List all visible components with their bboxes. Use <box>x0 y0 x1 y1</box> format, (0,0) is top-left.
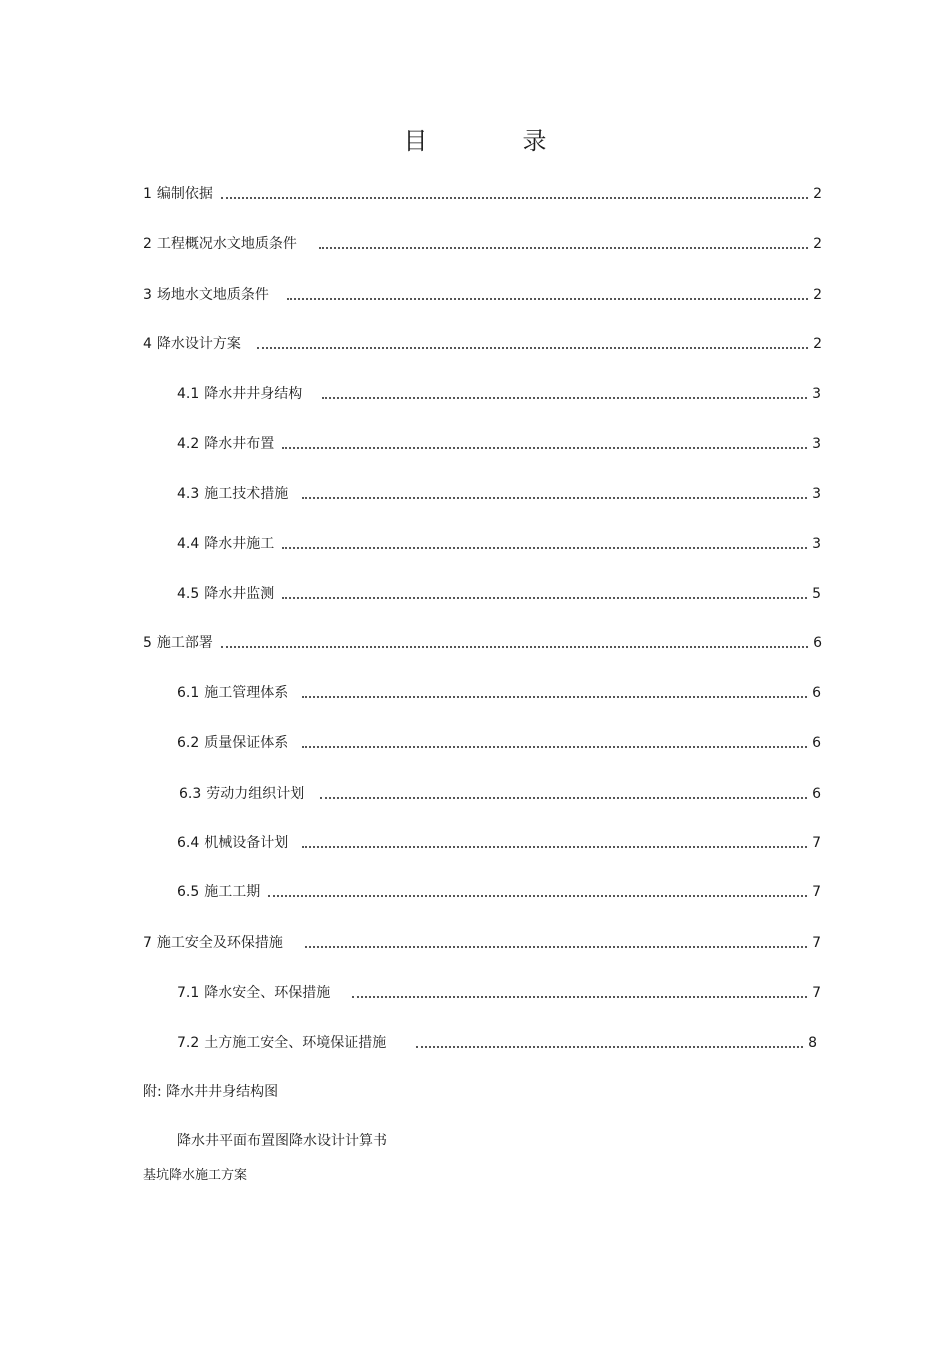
toc-entry-label: 场地水文地质条件 <box>156 287 269 303</box>
toc-entry-label: 施工技术措施 <box>204 486 289 502</box>
toc-leader-dots <box>282 597 807 599</box>
toc-entry-page: 7 <box>812 835 821 851</box>
toc-leader-dots <box>257 347 808 349</box>
toc-entry-page: 6 <box>813 635 822 651</box>
title-char-2: 录 <box>522 127 547 155</box>
toc-entry-6-1[interactable] <box>177 682 821 702</box>
toc-entry-page: 3 <box>812 386 821 402</box>
toc-entry-page: 2 <box>813 236 822 252</box>
toc-entry-7-1[interactable] <box>177 982 821 1002</box>
toc-entry-6-2[interactable] <box>177 732 821 752</box>
toc-entry-label: 降水井布置 <box>204 436 275 452</box>
toc-entry-label: 施工部署 <box>156 635 213 651</box>
toc-entry-number: 4.5 <box>177 586 200 602</box>
toc-entry-number: 6.3 <box>179 786 202 802</box>
toc-entry-number: 7.1 <box>177 985 200 1001</box>
toc-entry-label: 施工管理体系 <box>204 685 289 701</box>
toc-leader-dots <box>416 1046 803 1048</box>
toc-entry-page: 2 <box>813 186 822 202</box>
toc-entry-4-1[interactable] <box>177 383 821 403</box>
toc-entry-label: 施工安全及环保措施 <box>156 935 283 951</box>
toc-entry-6-4[interactable] <box>177 832 821 852</box>
toc-leader-dots <box>221 197 808 199</box>
toc-entry-number: 4.2 <box>177 436 200 452</box>
toc-entry-2[interactable] <box>143 233 822 253</box>
toc-leader-dots <box>302 497 807 499</box>
toc-entry-number: 6.5 <box>177 884 200 900</box>
toc-entry-number: 7 <box>143 935 152 951</box>
toc-entry-1[interactable] <box>143 183 822 203</box>
toc-entry-label: 降水设计方案 <box>156 336 241 352</box>
toc-entry-6-3[interactable] <box>179 783 821 803</box>
toc-entry-page: 5 <box>812 586 821 602</box>
toc-leader-dots <box>282 547 807 549</box>
toc-entry-label: 降水井井身结构 <box>204 386 303 402</box>
toc-title <box>0 126 950 156</box>
toc-leader-dots <box>302 846 807 848</box>
toc-entry-3[interactable] <box>143 284 822 304</box>
toc-leader-dots <box>282 447 807 449</box>
toc-leader-dots <box>287 298 808 300</box>
toc-entry-label: 工程概况水文地质条件 <box>156 236 297 252</box>
toc-entry-label: 降水安全、环保措施 <box>204 985 331 1001</box>
toc-entry-label: 降水井监测 <box>204 586 275 602</box>
toc-entry-label: 土方施工安全、环境保证措施 <box>204 1035 387 1051</box>
toc-entry-number: 4.1 <box>177 386 200 402</box>
toc-entry-number: 2 <box>143 236 152 252</box>
toc-entry-6-5[interactable] <box>177 881 821 901</box>
toc-entry-label: 施工工期 <box>204 884 261 900</box>
toc-entry-7[interactable] <box>143 932 821 952</box>
toc-entry-page: 6 <box>812 786 821 802</box>
toc-entry-number: 6.2 <box>177 735 200 751</box>
toc-entry-page: 6 <box>812 685 821 701</box>
toc-entry-page: 2 <box>813 336 822 352</box>
toc-entry-number: 4.4 <box>177 536 200 552</box>
toc-entry-number: 5 <box>143 635 152 651</box>
toc-entry-4[interactable] <box>143 333 822 353</box>
toc-entry-page: 7 <box>812 985 821 1001</box>
toc-entry-page: 6 <box>812 735 821 751</box>
toc-entry-number: 4 <box>143 336 152 352</box>
toc-entry-4-5[interactable] <box>177 583 821 603</box>
toc-entry-label: 劳动力组织计划 <box>206 786 305 802</box>
toc-entry-4-4[interactable] <box>177 533 821 553</box>
toc-entry-label: 降水井施工 <box>204 536 275 552</box>
toc-entry-4-2[interactable] <box>177 433 821 453</box>
toc-entry-label: 质量保证体系 <box>204 735 289 751</box>
toc-leader-dots <box>268 895 807 897</box>
toc-entry-number: 6.4 <box>177 835 200 851</box>
toc-leader-dots <box>352 996 807 998</box>
toc-entry-number: 1 <box>143 186 152 202</box>
toc-entry-page: 7 <box>812 935 821 951</box>
toc-leader-dots <box>305 946 807 948</box>
toc-entry-page: 7 <box>812 884 821 900</box>
toc-entry-4-3[interactable] <box>177 483 821 503</box>
toc-entry-page: 3 <box>812 536 821 552</box>
toc-entry-page: 3 <box>812 486 821 502</box>
toc-entry-number: 3 <box>143 287 152 303</box>
toc-leader-dots <box>322 397 807 399</box>
toc-leader-dots <box>320 797 807 799</box>
toc-entry-label: 编制依据 <box>156 186 213 202</box>
title-char-1: 目 <box>403 127 428 155</box>
toc-entry-page: 3 <box>812 436 821 452</box>
toc-entry-number: 7.2 <box>177 1035 200 1051</box>
toc-entry-5[interactable] <box>143 632 822 652</box>
toc-entry-label: 机械设备计划 <box>204 835 289 851</box>
toc-leader-dots <box>302 696 807 698</box>
toc-entry-page: 8 <box>808 1035 817 1051</box>
toc-entry-number: 6.1 <box>177 685 200 701</box>
toc-leader-dots <box>319 247 808 249</box>
appendix-line-2: 降水井平面布置图降水设计计算书 <box>177 1133 387 1149</box>
toc-entry-7-2[interactable] <box>177 1032 817 1052</box>
toc-entry-page: 2 <box>813 287 822 303</box>
toc-leader-dots <box>221 646 808 648</box>
toc-leader-dots <box>302 746 807 748</box>
appendix-line-3: 基坑降水施工方案 <box>143 1168 248 1183</box>
appendix-line-1: 附: 降水井井身结构图 <box>143 1084 279 1100</box>
toc-entry-number: 4.3 <box>177 486 200 502</box>
